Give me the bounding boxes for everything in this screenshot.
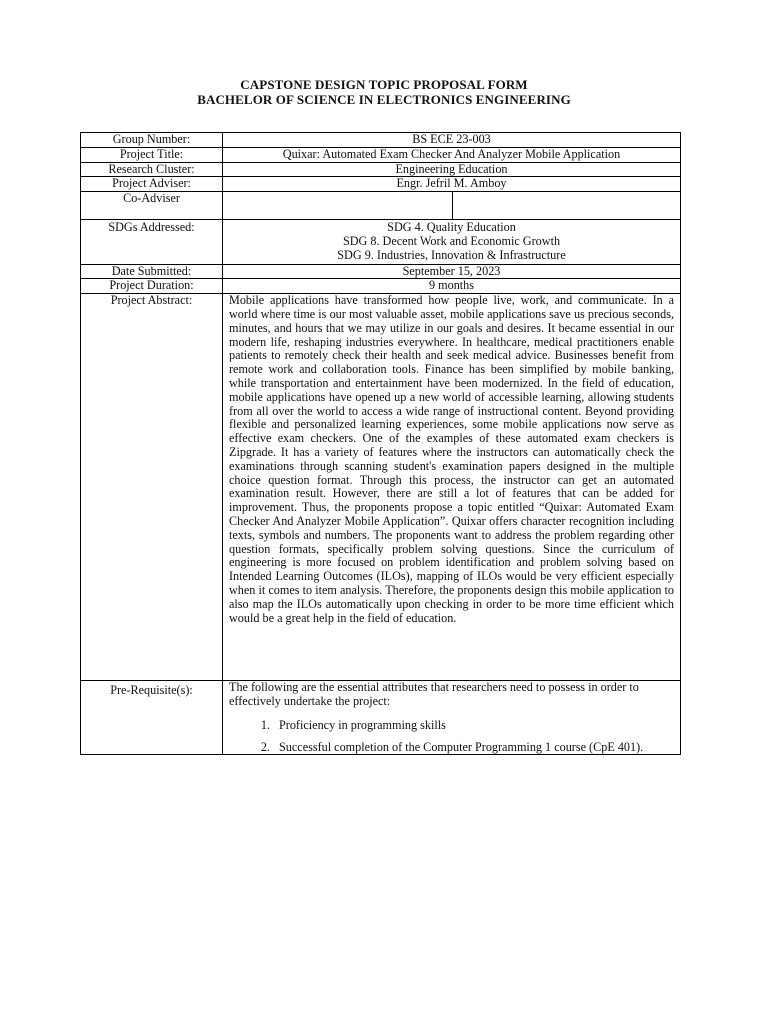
group-number-value: BS ECE 23-003 xyxy=(223,133,681,148)
research-cluster-label: Research Cluster: xyxy=(81,162,223,177)
sdg-item: SDG 9. Industries, Innovation & Infrastructure xyxy=(337,247,566,262)
row-project-adviser xyxy=(81,177,681,192)
prerequisites-content xyxy=(223,681,681,755)
project-abstract-label: Project Abstract: xyxy=(81,294,223,681)
row-project-abstract xyxy=(81,294,681,681)
row-date-submitted xyxy=(81,264,681,279)
prerequisites-label: Pre-Requisite(s): xyxy=(81,681,223,755)
prerequisites-list xyxy=(229,719,674,755)
sdg-item: SDG 4. Quality Education xyxy=(387,220,516,235)
form-header xyxy=(0,77,768,107)
form-title: CAPSTONE DESIGN TOPIC PROPOSAL FORM xyxy=(240,77,528,92)
co-adviser-label: Co-Adviser xyxy=(81,192,223,220)
row-project-title xyxy=(81,147,681,162)
sdgs-values xyxy=(223,220,681,264)
row-group-number xyxy=(81,133,681,148)
sdgs-label: SDGs Addressed: xyxy=(81,220,223,264)
project-adviser-label: Project Adviser: xyxy=(81,177,223,192)
row-co-adviser xyxy=(81,192,681,220)
group-number-label: Group Number: xyxy=(81,133,223,148)
row-project-duration xyxy=(81,279,681,294)
project-title-label: Project Title: xyxy=(81,147,223,162)
project-adviser-value: Engr. Jefril M. Amboy xyxy=(223,177,681,192)
research-cluster-value: Engineering Education xyxy=(223,162,681,177)
co-adviser-value xyxy=(223,192,453,219)
prerequisites-intro: The following are the essential attributes that researchers need to possess in order to effectively undertake the project: xyxy=(229,680,639,708)
row-sdgs xyxy=(81,220,681,264)
prerequisite-item: 2. Successful completion of the Computer Programming 1 course (CpE 401). xyxy=(273,741,674,755)
co-adviser-blank xyxy=(453,192,680,219)
co-adviser-split xyxy=(223,192,680,219)
project-title-value: Quixar: Automated Exam Checker And Analyzer Mobile Application xyxy=(223,147,681,162)
form-subtitle: BACHELOR OF SCIENCE IN ELECTRONICS ENGINEERING xyxy=(197,92,571,107)
proposal-form-table xyxy=(80,132,681,755)
date-submitted-value: September 15, 2023 xyxy=(223,264,681,279)
row-research-cluster xyxy=(81,162,681,177)
prerequisite-item: 1. Proficiency in programming skills xyxy=(273,719,674,733)
co-adviser-value-cell xyxy=(223,192,681,220)
project-abstract-text: Mobile applications have transformed how people live, work, and communicate. In a world where time is our most valuable asset, mobile applications save us precious seconds, minutes, and hours that we may utilize in our goals and desires. It became essential in our modern life, reshaping industries everywhere. In healthcare, medical practitioners enable patients to remotely check their health and seek medical advice. Businesses benefit from remote work and collaboration tools. Finance has been simplified by mobile banking, while transportation and entertainment have been modernized. In the field of education, mobile applications have opened up a new world of accessible learning, allowing students from all over the world to access a wide range of instructional content. Beyond providing flexible and personalized learning experiences, some mobile applications now serve as effective exam checkers. One of the examples of these automated exam checkers is Zipgrade. It has a variety of features where the instructors can automatically check the examinations through scanning student's examination papers designed in the multiple choice question format. Through this process, the instructor can get an automated examination result. However, there are still a lot of features that can be added for improvement. Thus, the proponents propose a topic entitled “Quixar: Automated Exam Checker And Analyzer Mobile Application”. Quixar offers character recognition including texts, symbols and numbers. The proponents want to address the problem regarding other question formats, specifically problem solving questions. Since the curriculum of engineering is more focused on problem identification and problem solving based on Intended Learning Outcomes (ILOs), mapping of ILOs would be very efficient especially when it comes to item analysis. Therefore, the proponents design this mobile application to also map the ILOs automatically upon checking in order to be more time efficient which would be a great help in the field of education. xyxy=(223,294,681,681)
project-duration-value: 9 months xyxy=(223,279,681,294)
row-prerequisites xyxy=(81,681,681,755)
date-submitted-label: Date Submitted: xyxy=(81,264,223,279)
sdg-item: SDG 8. Decent Work and Economic Growth xyxy=(342,233,561,248)
project-duration-label: Project Duration: xyxy=(81,279,223,294)
